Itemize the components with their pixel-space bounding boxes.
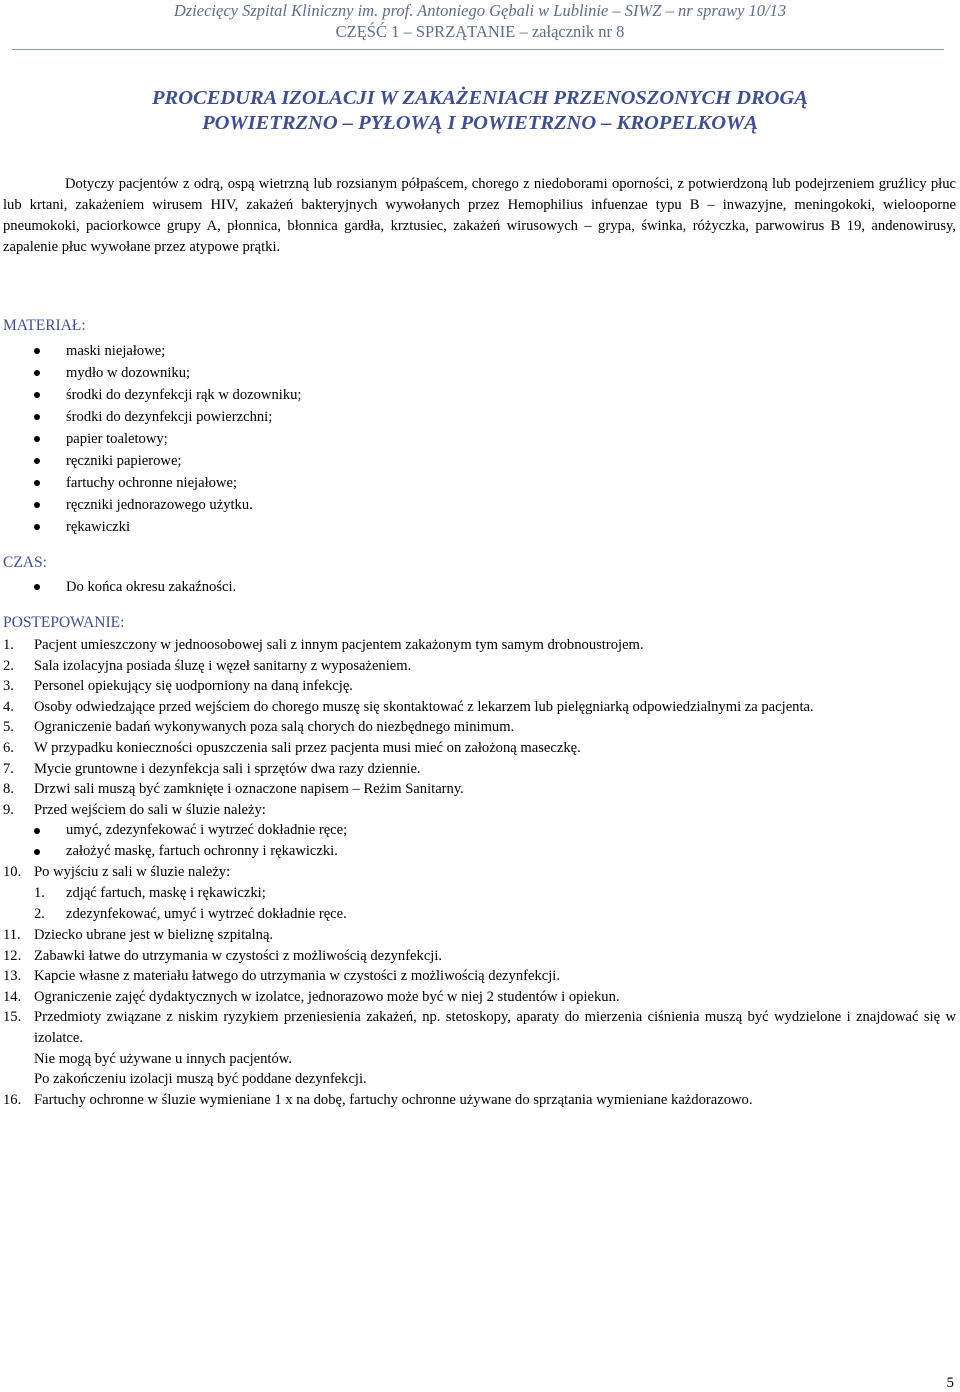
list-item-text: mydło w dozowniku; [66,365,191,381]
list-item [0,576,236,598]
step-bullet-list [34,820,956,862]
step-text: Po wyjściu z sali w śluzie należy: [34,864,231,881]
list-item [0,516,301,538]
procedure-step [3,676,956,697]
step-text: Sala izolacyjna posiada śluzę i węzeł sanitarny z wyposażeniem. [34,657,412,674]
step-text: Dziecko ubrane jest w bieliznę szpitalną. [34,926,274,943]
list-item [0,450,301,472]
procedure-step [3,779,956,800]
step-number: 13. [3,968,22,985]
step-text: Drzwi sali muszą być zamknięte i oznaczone napisem – Reżim Sanitarny. [34,781,464,798]
list-item [0,340,301,362]
czas-label: CZAS: [3,554,47,571]
bullet-icon [34,392,40,398]
procedure-step [3,1007,956,1089]
procedure-list [3,635,956,1110]
step-number: 14. [3,988,22,1005]
procedure-label: POSTEPOWANIE: [3,614,125,631]
procedure-step [3,717,956,738]
step-text: Osoby odwiedzające przed wejściem do chorego muszę się skontaktować z lekarzem lub pielęgniarką odpowiedzialnymi za pacjenta. [34,698,814,715]
header-line-1: Dziecięcy Szpital Kliniczny im. prof. Antoniego Gębali w Lublinie – SIWZ – nr sprawy 10/13 [173,1,787,20]
sub-list-item [34,883,956,904]
step-number: 7. [3,760,14,777]
procedure-step [3,697,956,718]
procedure-step [3,738,956,759]
bullet-icon [34,348,40,354]
sub-list-item [34,820,956,841]
bullet-icon [34,849,40,855]
bullet-icon [34,828,40,834]
bullet-icon [34,436,40,442]
list-item [0,384,301,406]
header-divider [12,49,944,50]
step-text: Przedmioty związane z niskim ryzykiem przeniesienia zakażeń, np. stetoskopy, aparaty do mierzenia ciśnienia muszą być wydzielone i znajdować się w izolatce. [34,1009,956,1046]
step-number: 9. [3,801,14,818]
step-number: 8. [3,781,14,798]
sub-item-text: umyć, zdezynfekować i wytrzeć dokładnie ręce; [66,822,348,839]
procedure-step [3,946,956,967]
step-number: 1. [3,637,14,653]
bullet-icon [34,524,40,530]
document-header [0,0,960,42]
step-text: Zabawki łatwe do utrzymania w czystości z możliwością dezynfekcji. [34,947,443,964]
sub-item-text: założyć maskę, fartuch ochronny i rękawiczki. [66,843,338,860]
step-number: 11. [3,926,21,943]
sub-item-number: 1. [34,884,45,901]
bullet-icon [34,370,40,376]
bullet-icon [34,584,40,590]
list-item [0,472,301,494]
title-line-2: POWIETRZNO – PYŁOWĄ I POWIETRZNO – KROPELKOWĄ [202,112,758,134]
step-number: 10. [3,864,22,881]
procedure-step [3,987,956,1008]
step-text: Fartuchy ochronne w śluzie wymieniane 1 x na dobę, fartuchy ochronne używane do sprzątania wymieniane każdorazowo. [34,1091,753,1108]
czas-list [0,576,236,598]
step-text: W przypadku konieczności opuszczenia sali przez pacjenta musi mieć on założoną maseczkę. [34,739,581,756]
list-item-text: maski niejałowe; [66,343,166,359]
intro-paragraph: Dotyczy pacjentów z odrą, ospą wietrzną lub rozsianym półpaścem, chorego z niedoborami oporności, z potwierdzoną lub podejrzeniem gruźlicy płuc lub krtani, zakażeniem wirusem HIV, zakażeń bakteryjnych wywołanych przez Hemophilius infuenzae typu B – inwazyjne, meningokoki, wielooporne pneumokoki, paciorkowce grupy A, płonnica, błonnica gardła, krztusiec, zakażeń wirusowych – grypa, świnka, różyczka, parwowirus B 19, andenowirusy, zapalenie płuc wywołane przez atypowe prątki. [3,176,956,255]
list-item [0,406,301,428]
step-number: 4. [3,698,14,715]
page-number: 5 [946,1375,954,1391]
list-item-text: środki do dezynfekcji powierzchni; [66,409,273,425]
list-item [0,494,301,516]
step-number: 3. [3,678,14,695]
procedure-step [3,759,956,780]
step-extra-line: Nie mogą być używane u innych pacjentów. [34,1050,293,1067]
step-number: 6. [3,739,14,756]
procedure-step [3,1090,956,1111]
procedure-step [3,800,956,863]
procedure-step [3,862,956,925]
bullet-icon [34,502,40,508]
bullet-icon [34,480,40,486]
list-item [0,362,301,384]
sub-item-text: zdjąć fartuch, maskę i rękawiczki; [66,884,266,901]
list-item-text: rękawiczki [66,519,131,535]
sub-list-item [34,841,956,862]
sub-list-item [34,904,956,925]
list-item [0,428,301,450]
list-item-text: fartuchy ochronne niejałowe; [66,475,237,491]
sub-item-text: zdezynfekować, umyć i wytrzeć dokładnie ręce. [66,905,347,922]
list-item-text: ręczniki papierowe; [66,453,182,469]
document-title [0,86,960,136]
step-text: Kapcie własne z materiału łatwego do utrzymania w czystości z możliwością dezynfekcji. [34,968,560,985]
step-text: Ograniczenie zajęć dydaktycznych w izolatce, jednorazowo może być w niej 2 studentów i opiekun. [34,988,620,1005]
bullet-icon [34,458,40,464]
list-item-text: ręczniki jednorazowego użytku. [66,497,253,513]
bullet-icon [34,414,40,420]
step-text: Przed wejściem do sali w śluzie należy: [34,801,266,818]
step-text: Pacjent umieszczony w jednoosobowej sali z innym pacjentem zakażonym tym samym drobnoustrojem. [34,637,644,653]
step-number: 5. [3,719,14,736]
material-list [0,340,301,538]
header-line-2: CZĘŚĆ 1 – SPRZĄTANIE – załącznik nr 8 [335,22,625,41]
procedure-step [3,925,956,946]
step-extra-line: Po zakończeniu izolacji muszą być poddane dezynfekcji. [34,1071,367,1088]
step-text: Ograniczenie badań wykonywanych poza salą chorych do niezbędnego minimum. [34,719,515,736]
list-item-text: papier toaletowy; [66,431,168,447]
procedure-step [3,966,956,987]
step-text: Mycie gruntowne i dezynfekcja sali i sprzętów dwa razy dziennie. [34,760,421,777]
step-numbered-list [34,883,956,925]
step-number: 12. [3,947,22,964]
procedure-step [3,656,956,677]
material-label: MATERIAŁ: [3,317,86,334]
step-number: 2. [3,657,14,674]
sub-item-number: 2. [34,905,45,922]
step-number: 15. [3,1009,22,1026]
procedure-step [3,635,956,656]
step-number: 16. [3,1091,22,1108]
title-line-1: PROCEDURA IZOLACJI W ZAKAŻENIACH PRZENOSZONYCH DROGĄ [152,87,808,109]
list-item-text: Do końca okresu zakaźności. [66,579,237,595]
list-item-text: środki do dezynfekcji rąk w dozowniku; [66,387,302,403]
step-text: Personel opiekujący się uodporniony na daną infekcję. [34,678,353,695]
